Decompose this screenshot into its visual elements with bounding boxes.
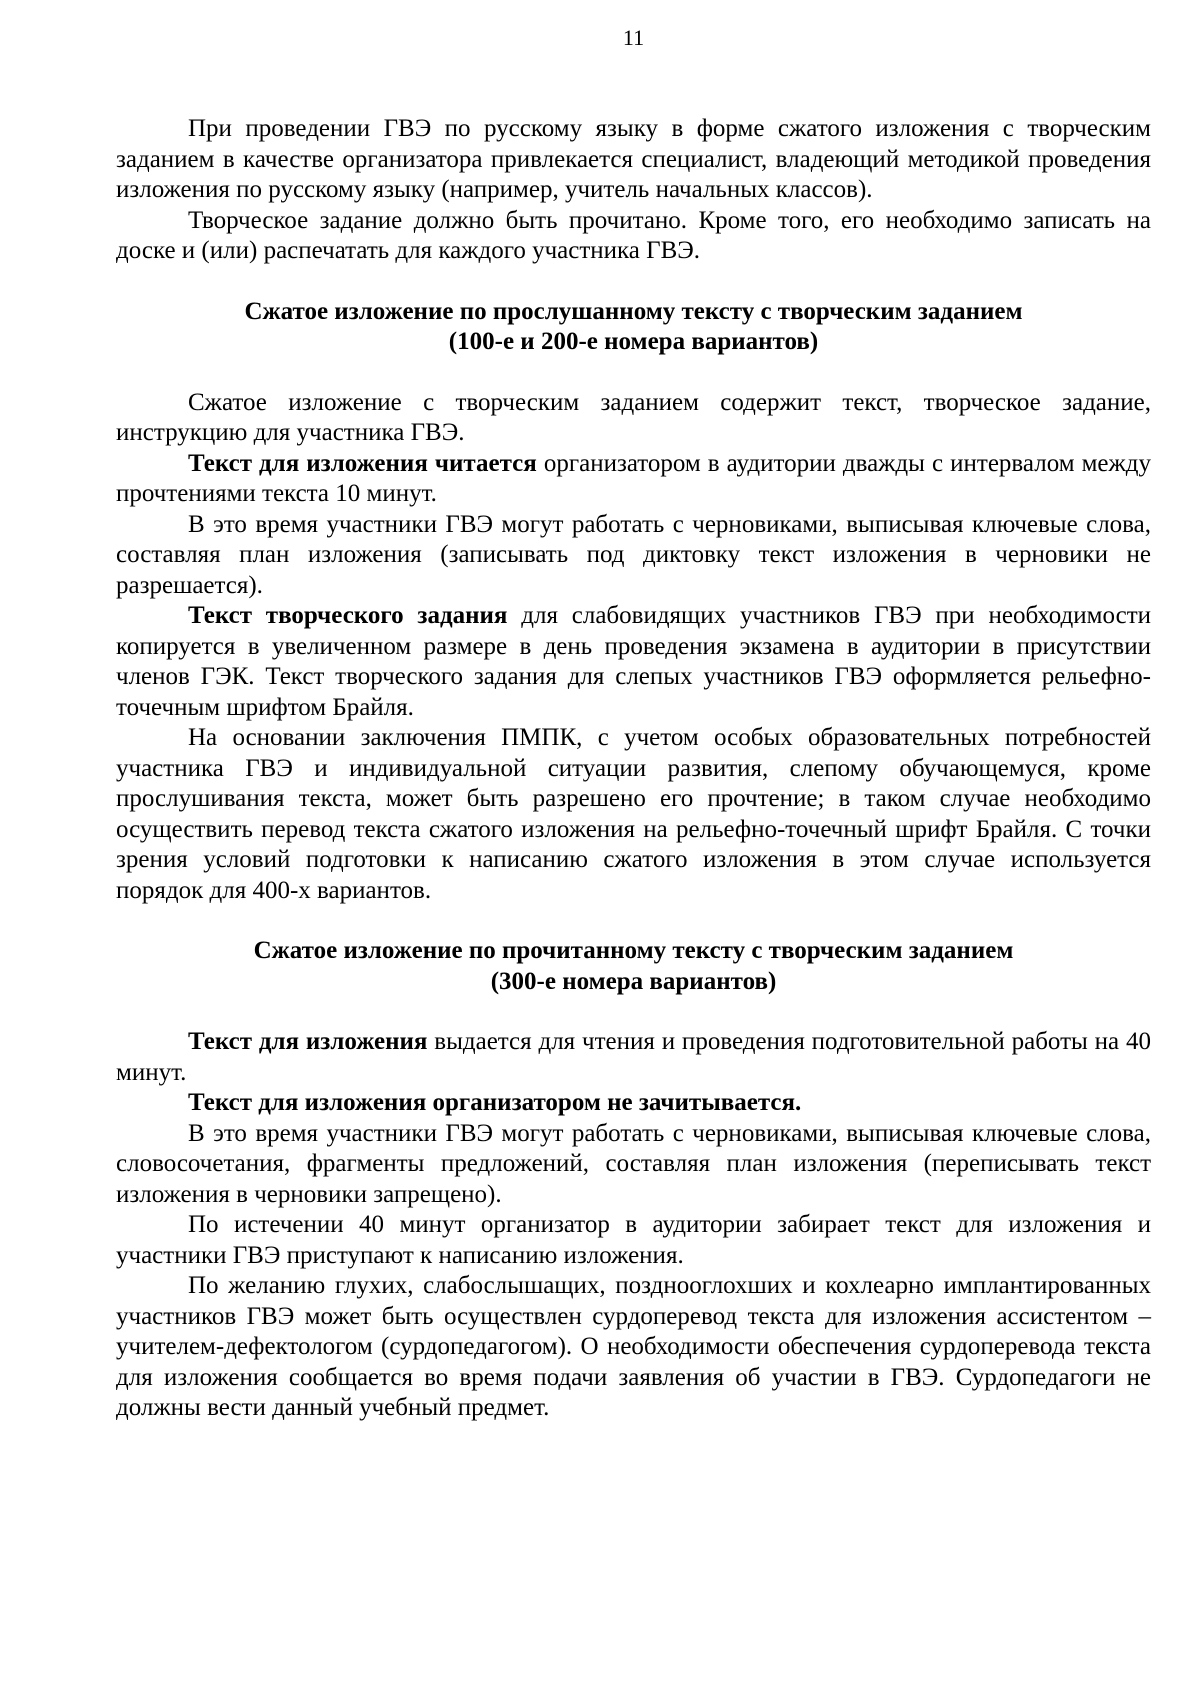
section2-paragraph-2 <box>116 1088 1151 1119</box>
section2-paragraph-1-text: выдается для чтения и проведения подготовительной работы на 40 минут. <box>116 1028 1151 1086</box>
section2-paragraph-5: По желанию глухих, слабослышащих, позднооглохших и кохлеарно имплантированных участников ГВЭ может быть осуществлен сурдоперевод текста для изложения ассистентом – учителем-дефектологом (сурдопедагогом). О необходимости обеспечения сурдоперевода текста для изложения сообщается во время подачи заявления об участии в ГВЭ. Сурдопедагоги не должны вести данный учебный предмет. <box>116 1272 1151 1421</box>
section1-paragraph-3: В это время участники ГВЭ могут работать с черновиками, выписывая ключевые слова, составляя план изложения (записывать под диктовку текст изложения в черновики не разрешается). <box>116 510 1151 599</box>
section2-heading-line2: (300-е номера вариантов) <box>490 967 777 995</box>
section1-paragraph-4-bold: Текст творческого задания <box>188 602 508 629</box>
section1-paragraph-1: Сжатое изложение с творческим заданием содержит текст, творческое задание, инструкцию для участника ГВЭ. <box>116 388 1151 446</box>
section1-paragraph-2-bold: Текст для изложения читается <box>188 449 537 477</box>
section1-paragraph-4 <box>116 601 1151 723</box>
intro-paragraph-2: Творческое задание должно быть прочитано. Кроме того, его необходимо записать на доске и (или) распечатать для каждого участника ГВЭ. <box>116 206 1151 264</box>
section1-heading-line1: Сжатое изложение по прослушанному тексту с творческим заданием <box>244 297 1023 325</box>
section1-paragraph-2 <box>116 449 1151 510</box>
section2-paragraph-1 <box>116 1027 1151 1088</box>
section2-paragraph-1-bold: Текст для изложения <box>188 1028 428 1055</box>
section1-heading <box>116 297 1151 358</box>
section2-paragraph-2-bold: Текст для изложения организатором не зачитывается. <box>188 1089 802 1116</box>
intro-paragraph-1: При проведении ГВЭ по русскому языку в форме сжатого изложения с творческим заданием в качестве организатора привлекается специалист, владеющий методикой проведения изложения по русскому языку (например, учитель начальных классов). <box>116 115 1151 203</box>
section2-heading-line1: Сжатое изложение по прочитанному тексту с творческим заданием <box>253 937 1014 964</box>
section1-heading-line2: (100-е и 200-е номера вариантов) <box>448 328 819 355</box>
section1-paragraph-2-text: организатором в аудитории дважды с интервалом между прочтениями текста 10 минут. <box>116 449 1151 507</box>
section2-paragraph-4: По истечении 40 минут организатор в аудитории забирает текст для изложения и участники ГВЭ приступают к написанию изложения. <box>116 1211 1151 1269</box>
page-number: 11 <box>622 25 645 50</box>
section2-heading <box>116 936 1151 997</box>
section1-paragraph-4-text: для слабовидящих участников ГВЭ при необходимости копируется в увеличенном размере в день проведения экзамена в аудитории в присутствии членов ГЭК. Текст творческого задания для слепых участников ГВЭ оформляется рельефно-точечным шрифтом Брайля. <box>116 602 1151 721</box>
section1-paragraph-5: На основании заключения ПМПК, с учетом особых образовательных потребностей участника ГВЭ и индивидуальной ситуации развития, слепому обучающемуся, кроме прослушивания текста, может быть разрешено его прочтение; в таком случае необходимо осуществить перевод текста сжатого изложения на рельефно-точечный шрифт Брайля. С точки зрения условий подготовки к написанию сжатого изложения в этом случае используется порядок для 400-х вариантов. <box>116 724 1151 904</box>
document-body <box>116 114 1151 1424</box>
section2-paragraph-3: В это время участники ГВЭ могут работать с черновиками, выписывая ключевые слова, словосочетания, фрагменты предложений, составляя план изложения (переписывать текст изложения в черновики запрещено). <box>116 1119 1151 1208</box>
